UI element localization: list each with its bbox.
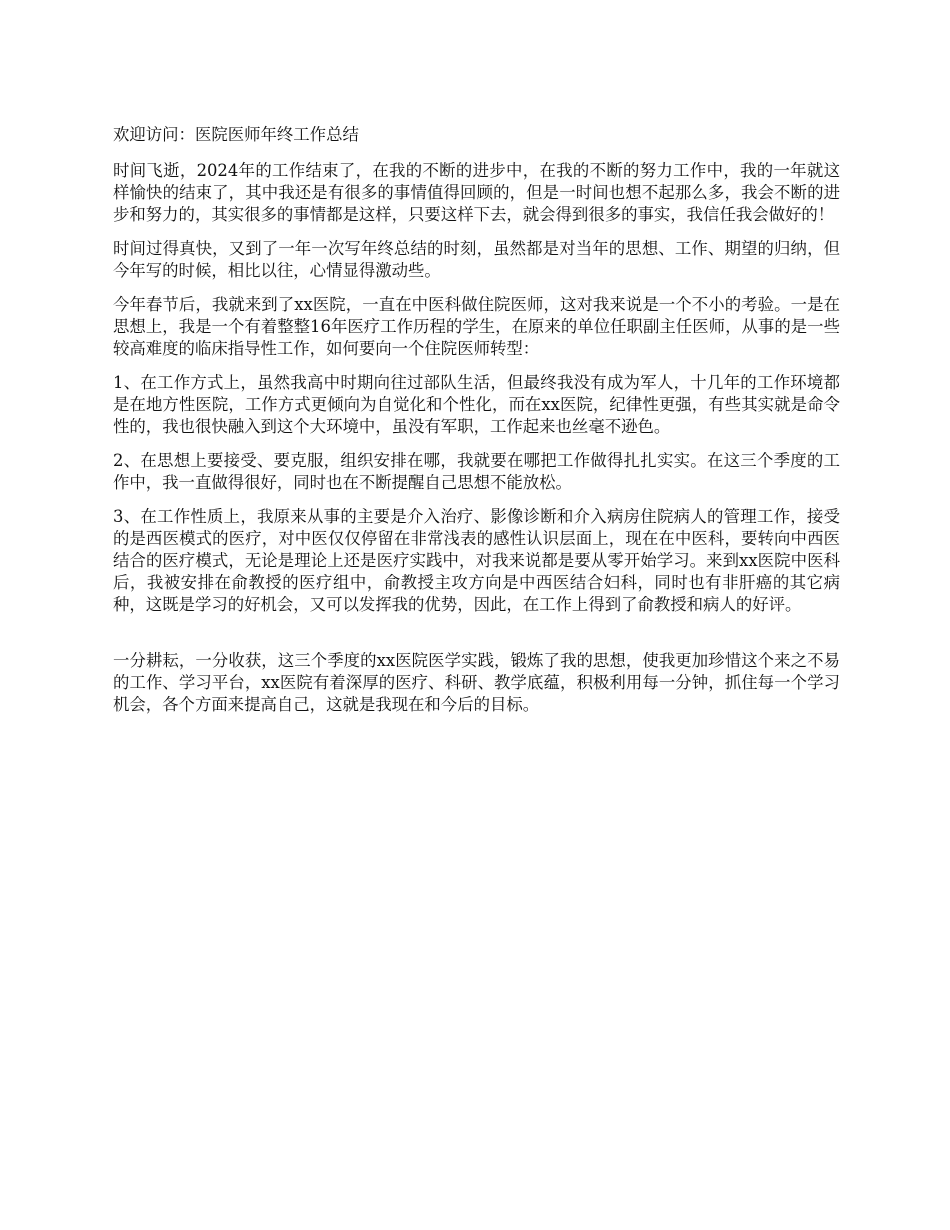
paragraph-summary-time: 时间过得真快，又到了一年一次写年终总结的时刻，虽然都是对当年的思想、工作、期望的归纳，但今年写的时候，相比以往，心情显得激动些。: [113, 239, 840, 280]
document-title: 欢迎访问：医院医师年终工作总结: [113, 125, 359, 144]
paragraph-conclusion: 一分耕耘，一分收获，这三个季度的xx医院医学实践，锻炼了我的思想，使我更加珍惜这个来之不易的工作、学习平台，xx医院有着深厚的医疗、科研、教学底蕴，积极利用每一分钟，抓住每一个学习机会，各个方面来提高自己，这就是我现在和今后的目标。: [113, 651, 840, 714]
paragraph-point-2: 2、在思想上要接受、要克服，组织安排在哪，我就要在哪把工作做得扎扎实实。在这三个季度的工作中，我一直做得很好，同时也在不断提醒自己思想不能放松。: [113, 451, 840, 492]
paragraph-point-1: 1、在工作方式上，虽然我高中时期向往过部队生活，但最终我没有成为军人，十几年的工作环境都是在地方性医院，工作方式更倾向为自觉化和个性化，而在xx医院，纪律性更强，有些其实就是命令性的，我也很快融入到这个大环境中，虽没有军职，工作起来也丝毫不逊色。: [113, 373, 840, 436]
paragraph-point-3: 3、在工作性质上，我原来从事的主要是介入治疗、影像诊断和介入病房住院病人的管理工作，接受的是西医模式的医疗，对中医仅仅停留在非常浅表的感性认识层面上，现在在中医科，要转向中西医结合的医疗模式，无论是理论上还是医疗实践中，对我来说都是要从零开始学习。来到xx医院中医科后，我被安排在俞教授的医疗组中，俞教授主攻方向是中西医结合妇科，同时也有非肝癌的其它病种，这既是学习的好机会，又可以发挥我的优势，因此，在工作上得到了俞教授和病人的好评。: [113, 507, 840, 614]
document-body: [113, 124, 840, 728]
paragraph-arrival: 今年春节后，我就来到了xx医院，一直在中医科做住院医师，这对我来说是一个不小的考验。一是在思想上，我是一个有着整整16年医疗工作历程的学生，在原来的单位任职副主任医师，从事的是一些较高难度的临床指导性工作，如何要向一个住院医师转型：: [113, 295, 840, 358]
paragraph-intro: 时间飞逝，2024年的工作结束了，在我的不断的进步中，在我的不断的努力工作中，我的一年就这样愉快的结束了，其中我还是有很多的事情值得回顾的，但是一时间也想不起那么多，我会不断的进步和努力的，其实很多的事情都是这样，只要这样下去，就会得到很多的事实，我信任我会做好的！: [113, 161, 840, 224]
